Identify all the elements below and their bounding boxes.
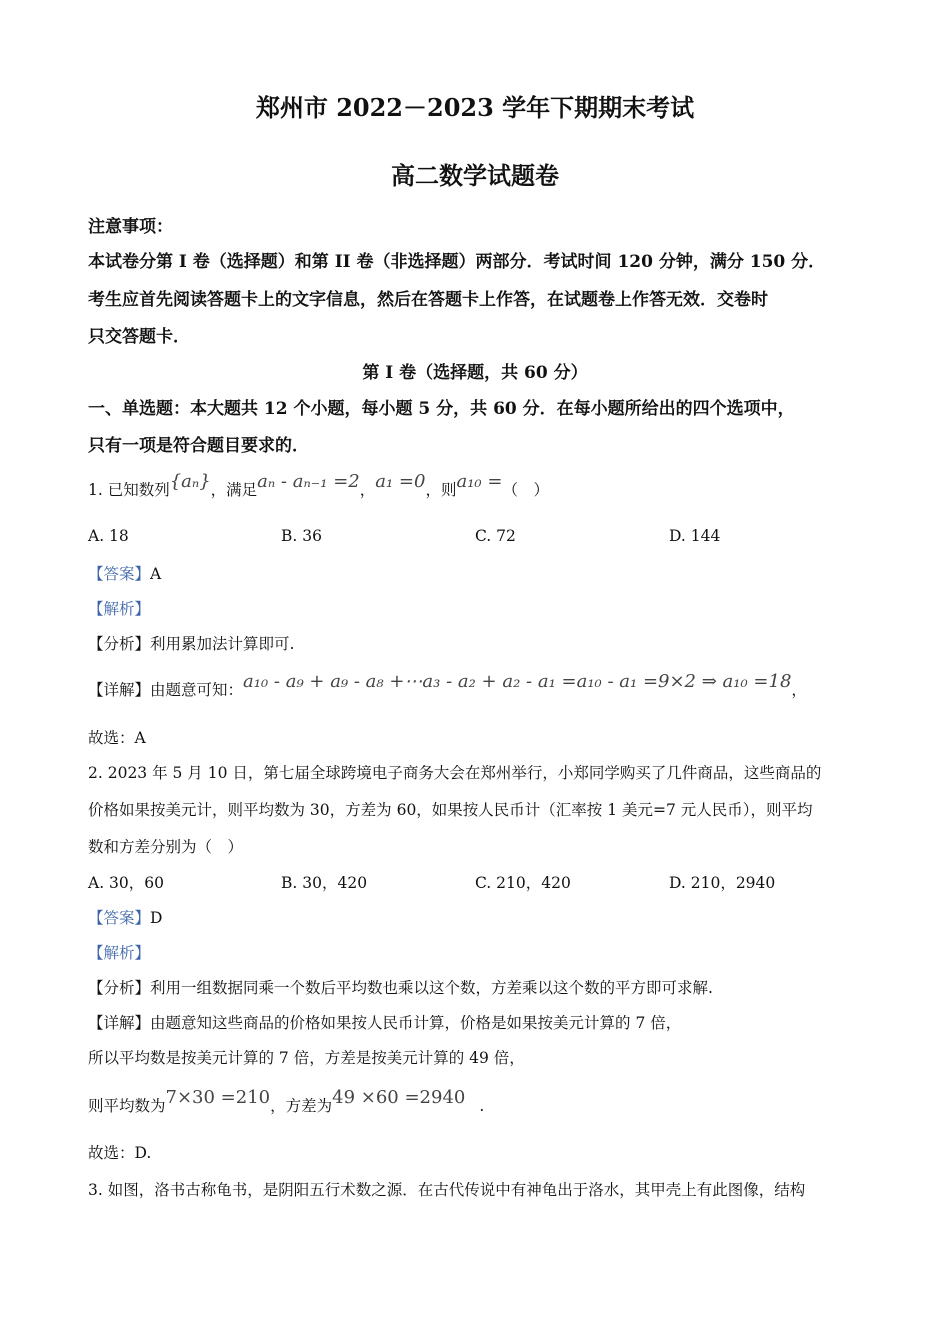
notice-heading: 注意事项： <box>88 217 173 237</box>
q1-target: a₁₀ = <box>456 471 503 492</box>
q2-detail-tag: 【详解】 <box>88 1014 151 1032</box>
q1-mid1: ，满足 <box>210 481 258 499</box>
q1-mid2: ，则 <box>425 481 457 499</box>
q2-answer-value: D <box>150 909 163 927</box>
q1-detail-prefix: 由题意可知： <box>150 681 244 699</box>
q2-option-d: D. 210，2940 <box>669 874 776 892</box>
q1-answer-value: A <box>150 565 162 583</box>
q2-answer-tag: 【答案】 <box>88 909 151 927</box>
q2-option-b: B. 30，420 <box>281 874 368 892</box>
q1-option-d: D. 144 <box>669 527 721 545</box>
q2-analysis-tag: 【解析】 <box>88 944 151 962</box>
section-instruction-1: 一、单选题：本大题共 12 个小题，每小题 5 分，共 60 分．在每小题所给出的四个选项中， <box>88 399 795 419</box>
q2-detail-text-1: 由题意知这些商品的价格如果按人民币计算，价格是如果按美元计算的 7 倍， <box>150 1014 682 1032</box>
q2-detail3-suffix: . <box>479 1097 485 1115</box>
q1-detail-formula: a₁₀ - a₉ + a₉ - a₈ +⋯a₃ - a₂ + a₂ - a₁ =a₁₀ - a₁ =9×2 ⇒ a₁₀ =18 <box>243 671 792 692</box>
q2-detail-1 <box>88 1011 681 1033</box>
q1-analysis-tag: 【解析】 <box>88 600 151 618</box>
q1-conclusion: 故选：A <box>88 729 146 747</box>
q1-option-c: C. 72 <box>475 527 516 545</box>
q1-condition-1: aₙ - aₙ₋₁ =2 <box>257 471 360 492</box>
q2-detail-3 <box>88 1087 485 1116</box>
question-2-line-1: 2. 2023 年 5 月 10 日，第七届全球跨境电子商务大会在郑州举行，小郑同学购买了几件商品，这些商品的 <box>88 764 822 782</box>
q1-detail-tag: 【详解】 <box>88 681 151 699</box>
q2-detail3-prefix: 则平均数为 <box>88 1097 166 1115</box>
q2-answer <box>88 906 162 928</box>
question-3-line-1: 3. 如图，洛书古称龟书，是阴阳五行术数之源．在古代传说中有神龟出于洛水，其甲壳上有此图像，结构 <box>88 1181 806 1199</box>
part1-title: 第 I 卷（选择题，共 60 分） <box>362 363 588 383</box>
q1-fenxi-tag: 【分析】 <box>88 635 151 653</box>
question-2-line-2: 价格如果按美元计，则平均数为 30，方差为 60，如果按人民币计（汇率按 1 美元=7 元人民币），则平均 <box>88 801 813 819</box>
q1-condition-2: a₁ =0 <box>375 471 426 492</box>
q2-fenxi-text: 利用一组数据同乘一个数后平均数也乘以这个数，方差乘以这个数的平方即可求解. <box>150 979 713 997</box>
q1-fenxi <box>88 632 294 654</box>
q1-prefix: 1. 已知数列 <box>88 481 170 499</box>
q1-option-b: B. 36 <box>281 527 322 545</box>
q1-sequence-formula: {aₙ} <box>169 471 211 492</box>
q2-detail-2: 所以平均数是按美元计算的 7 倍，方差是按美元计算的 49 倍， <box>88 1049 525 1067</box>
q2-formula-mean: 7×30 =210 <box>165 1087 271 1108</box>
notice-line-2: 考生应首先阅读答题卡上的文字信息，然后在答题卡上作答，在试题卷上作答无效．交卷时 <box>88 290 768 310</box>
q2-fenxi-tag: 【分析】 <box>88 979 151 997</box>
q1-option-a: A. 18 <box>88 527 129 545</box>
q2-detail3-mid: ，方差为 <box>270 1097 333 1115</box>
q2-formula-variance: 49 ×60 =2940 <box>332 1087 466 1108</box>
q1-detail <box>88 671 807 700</box>
question-2-line-3: 数和方差分别为（ ） <box>88 838 244 856</box>
q2-fenxi <box>88 976 713 998</box>
exam-title: 郑州市 2022－2023 学年下期期末考试 <box>255 93 695 122</box>
q1-sep: ， <box>359 481 376 499</box>
q1-answer <box>88 562 161 584</box>
q2-option-a: A. 30，60 <box>88 874 164 892</box>
q2-conclusion: 故选：D. <box>88 1144 152 1162</box>
section-instruction-2: 只有一项是符合题目要求的． <box>88 436 309 456</box>
notice-line-3: 只交答题卡． <box>88 327 190 347</box>
q1-blank: （ ） <box>502 481 549 499</box>
q1-detail-suffix: ， <box>791 681 807 699</box>
q2-option-c: C. 210，420 <box>475 874 571 892</box>
q1-fenxi-text: 利用累加法计算即可. <box>150 635 295 653</box>
question-1-stem <box>88 471 549 500</box>
notice-line-1: 本试卷分第 I 卷（选择题）和第 II 卷（非选择题）两部分．考试时间 120 分钟，满分 150 分． <box>88 252 826 272</box>
q1-answer-tag: 【答案】 <box>88 565 151 583</box>
exam-subtitle: 高二数学试题卷 <box>391 161 559 190</box>
